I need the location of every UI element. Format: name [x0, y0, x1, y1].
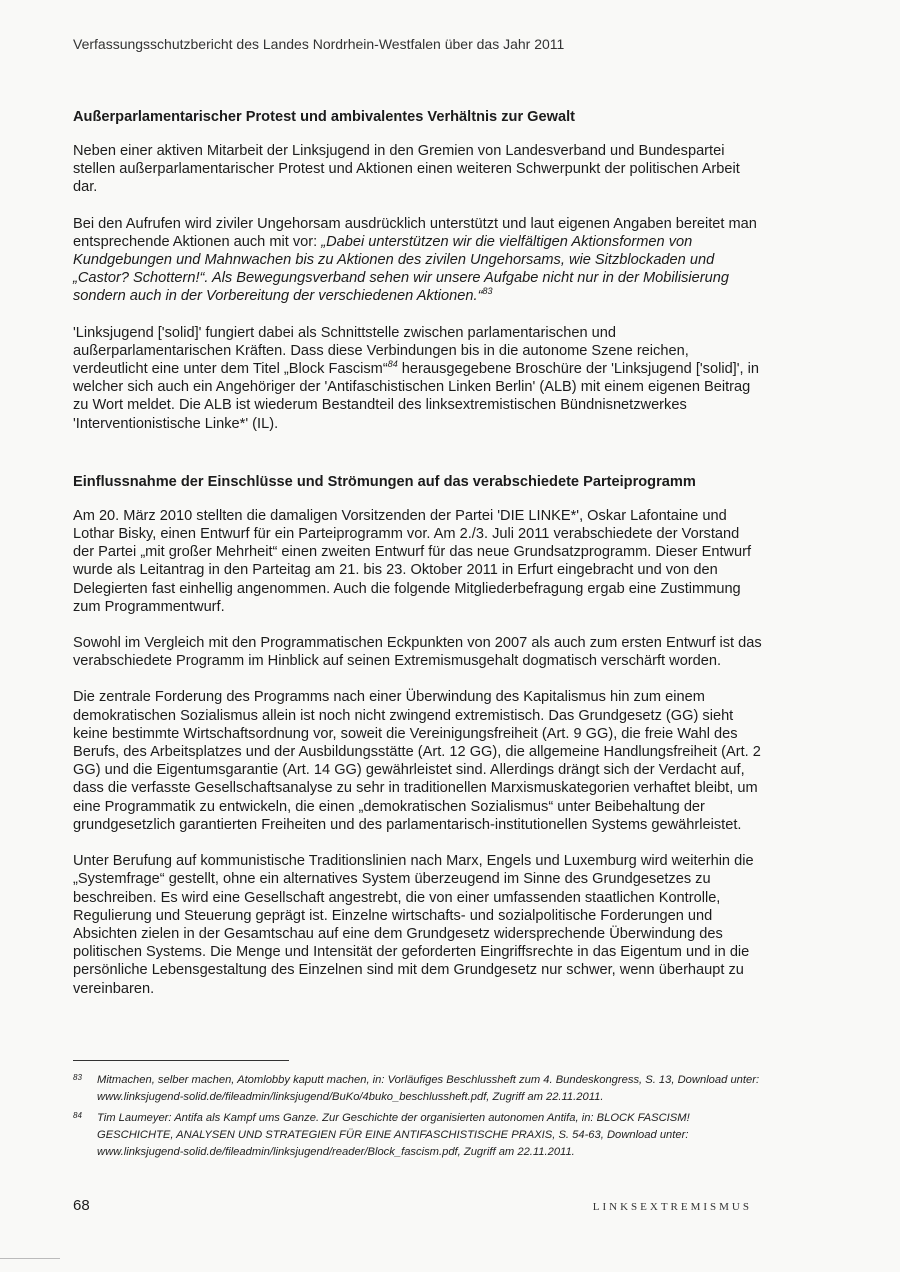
footnote-ref[interactable]: 84 [387, 359, 398, 370]
footnote [73, 1072, 763, 1106]
footnote-number: 84 [73, 1111, 82, 1120]
page-number: 68 [73, 1197, 90, 1214]
paragraph-text: 'Linksjugend ['solid]' fungiert dabei als Schnittstelle zwischen parlamentarischen und außerparlamentarischen Kräften. Dass diese Verbindungen bis in die autonome Szene reichen, verdeutlicht eine unter dem Titel „Block Fascism“ [73, 324, 689, 378]
paragraph: Am 20. März 2010 stellten die damaligen Vorsitzenden der Partei 'DIE LINKE*', Oskar Lafontaine und Lothar Bisky, einen Entwurf für ein Parteiprogramm vor. Am 2./3. Juli 2011 verabschiedete der Vorstand der Partei „mit großer Mehrheit“ einen zweiten Entwurf für das neue Grundsatzprogramm. Dieser Entwurf wurde als Leitantrag in den Parteitag am 21. bis 23. Oktober 2011 in Erfurt eingebracht und von den Delegierten fast einhellig angenommen. Auch die folgende Mitgliederbefragung ergab eine Zustimmung zum Programmentwurf. [73, 507, 752, 615]
footnote-number: 83 [73, 1073, 82, 1082]
paragraph-text: herausgegebene Broschüre der 'Linksjugend ['solid]', in welcher sich auch ein Angehöriger der 'Antifaschistischen Linken Berlin' (ALB) mit einem eigenen Beitrag zu Wort meldet. Die ALB ist wiederum Bestandteil des linksextremistischen Bündnisnetzwerkes 'Interventionistische Linke*' (IL). [73, 361, 759, 432]
paragraph [73, 324, 763, 433]
footnote [73, 1110, 763, 1161]
section-heading: Einflussnahme der Einschlüsse und Strömungen auf das verabschiedete Parteiprogramm [73, 473, 696, 490]
quotation: „Dabei unterstützen wir die vielfältigen Aktionsformen von Kundgebungen und Mahnwachen bis zu Aktionen des zivilen Ungehorsams, wie Sitzblockaden und „Castor? Schottern!“. Als Bewegungsverband sehen wir unsere Aufgabe nicht nur in der Mobilisierung sondern auch in der Vorbereitung der verschiedenen Aktionen.“ [73, 233, 729, 305]
chapter-label: LINKSEXTREMISMUS [592, 1201, 752, 1213]
section-parteiprogramm [73, 473, 763, 998]
section-protest [73, 108, 763, 433]
paragraph: Sowohl im Vergleich mit den Programmatischen Eckpunkten von 2007 als auch zum ersten Entwurf ist das verabschiedete Programm im Hinblick auf seinen Extremismusgehalt dogmatisch verschärft worden. [73, 635, 762, 670]
paragraph: Unter Berufung auf kommunistische Traditionslinien nach Marx, Engels und Luxemburg wird weiterhin die „Systemfrage“ gestellt, ohne ein alternatives System überzeugend im Sinne des Grundgesetzes zu beschreiben. Es wird eine Gesellschaft angestrebt, die von einer umfassenden staatlichen Kontrolle, Regulierung und Steuerung geprägt ist. Einzelne wirtschafts- und sozialpolitische Forderungen und Absichten zielen in der Gesamtschau auf eine dem Grundgesetz widersprechende Überwindung des politischen Systems. Die Menge und Intensität der geforderten Eingriffsrechte in das Eigentum und in die persönliche Lebensgestaltung des Einzelnen sind mit dem Grundgesetz nur schwer, wenn überhaupt zu vereinbaren. [73, 853, 754, 997]
paragraph: Die zentrale Forderung des Programms nach einer Überwindung des Kapitalismus hin zum einem demokratischen Sozialismus allein ist noch nicht zwingend extremistisch. Das Grundgesetz (GG) sieht keine bestimmte Wirtschaftsordnung vor, soweit die Vereinigungsfreiheit (Art. 9 GG), die freie Wahl des Berufs, des Arbeitsplatzes und der Ausbildungsstätte (Art. 12 GG), die allgemeine Handlungsfreiheit (Art. 2 GG) und die Eigentumsgarantie (Art. 14 GG) gewährleistet sind. Allerdings drängt sich der Verdacht auf, dass die verfasste Gesellschaftsanalyse zu sehr in traditionellen Marxismuskategorien verhaftet bleibt, um eine Programmatik zu entwickeln, die einen „demokratischen Sozialismus“ unter Beibehaltung der grundgesetzlich garantierten Freiheiten und des parlamentarisch-institutionellen Systems gewährleistet. [73, 689, 761, 833]
footnote-divider [73, 1060, 289, 1061]
footnote-text: Tim Laumeyer: Antifa als Kampf ums Ganze. Zur Geschichte der organisierten autonomen Antifa, in: BLOCK FASCISM! GESCHICHTE, ANALYSEN UND STRATEGIEN FÜR EINE ANTIFASCHISTISCHE PRAXIS, S. 54-63, Download unter: www.linksjugend-solid.de/fileadmin/linksjugend/reader/Block_fascism.pdf, Zugriff am 22.11.2011. [97, 1112, 690, 1158]
main-content [73, 108, 763, 1016]
running-title: Verfassungsschutzbericht des Landes Nordrhein-Westfalen über das Jahr 2011 [73, 36, 565, 52]
footnote-text: Mitmachen, selber machen, Atomlobby kaputt machen, in: Vorläufiges Beschlussheft zum 4. Bundeskongress, S. 13, Download unter: www.linksjugend-solid.de/fileadmin/linksjugend/BuKo/4buko_beschlussheft.pdf, Zugriff am 22.11.2011. [97, 1074, 760, 1103]
footnote-ref[interactable]: 83 [482, 286, 493, 297]
footnotes [73, 1072, 763, 1165]
section-heading: Außerparlamentarischer Protest und ambivalentes Verhältnis zur Gewalt [73, 109, 576, 125]
paragraph [73, 215, 763, 306]
paragraph: Neben einer aktiven Mitarbeit der Linksjugend in den Gremien von Landesverband und Bundespartei stellen außerparlamentarischer Protest und Aktionen einen weiteren Schwerpunkt der politischen Arbeit dar. [73, 143, 740, 196]
scan-artifact-line [0, 1258, 60, 1259]
paragraph-lead: Bei den Aufrufen wird ziviler Ungehorsam ausdrücklich unterstützt und laut eigenen Angaben bereitet man entsprechende Aktionen auch mit vor: [73, 215, 757, 250]
